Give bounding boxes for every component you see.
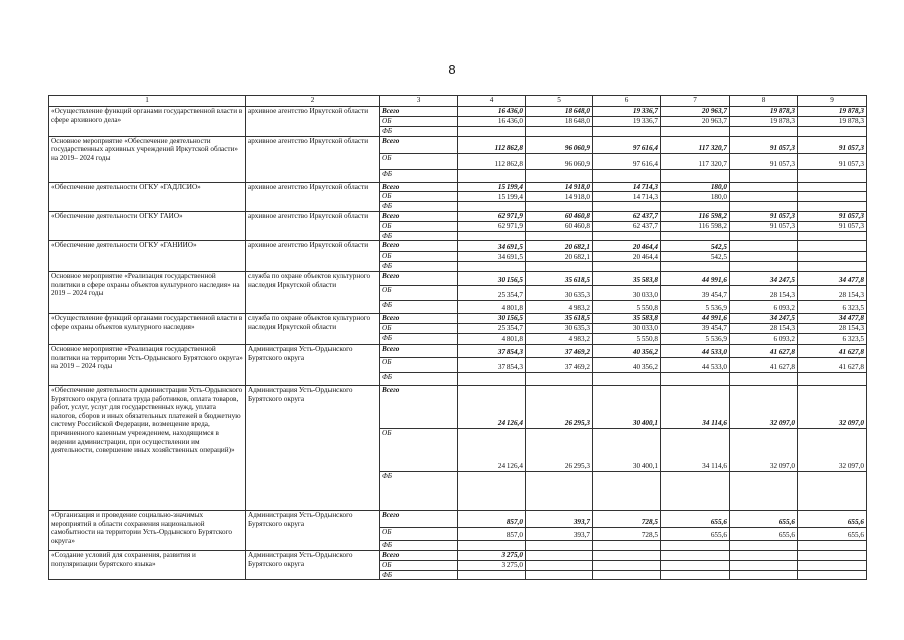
value-cell — [798, 550, 867, 560]
value-cell — [730, 262, 798, 272]
value-cell — [593, 231, 661, 241]
table-row — [49, 385, 867, 428]
value-cell: 91 057,3 — [730, 136, 798, 153]
header-cell: 5 — [526, 96, 593, 107]
header-cell: 4 — [458, 96, 526, 107]
value-cell — [798, 127, 867, 137]
value-cell: 62 971,9 — [458, 221, 526, 231]
funding-source-label: ОБ — [380, 323, 458, 333]
value-cell: 655,6 — [730, 510, 798, 527]
value-cell — [526, 560, 593, 570]
funding-source-label: ОБ — [380, 357, 458, 372]
value-cell: 26 295,3 — [526, 428, 593, 471]
value-cell: 112 862,8 — [458, 153, 526, 169]
value-cell — [661, 570, 730, 580]
table-row — [49, 550, 867, 560]
value-cell: 96 060,9 — [526, 136, 593, 153]
value-cell: 16 436,0 — [458, 107, 526, 117]
page-number: 8 — [448, 62, 456, 77]
value-cell: 14 918,0 — [526, 182, 593, 192]
value-cell: 34 247,5 — [730, 271, 798, 285]
executor-cell: Администрация Усть-Ордынского Бурятского округа — [246, 510, 380, 550]
value-cell: 91 057,3 — [730, 211, 798, 221]
value-cell: 44 991,6 — [661, 271, 730, 285]
value-cell: 117 320,7 — [661, 136, 730, 153]
value-cell: 19 336,7 — [593, 107, 661, 117]
value-cell — [458, 540, 526, 550]
value-cell: 60 460,8 — [526, 211, 593, 221]
funding-source-label: Всего — [380, 510, 458, 527]
table-row — [49, 271, 867, 285]
value-cell — [730, 192, 798, 202]
activity-name-cell: «Осуществление функций органами государственной власти в сфере архивного дела» — [49, 107, 246, 137]
funding-source-label: Всего — [380, 550, 458, 560]
value-cell: 44 533,0 — [661, 357, 730, 372]
value-cell: 542,5 — [661, 252, 730, 262]
value-cell — [661, 231, 730, 241]
value-cell — [526, 202, 593, 212]
value-cell: 96 060,9 — [526, 153, 593, 169]
value-cell — [526, 570, 593, 580]
value-cell — [526, 262, 593, 272]
header-cell: 7 — [661, 96, 730, 107]
value-cell — [458, 570, 526, 580]
value-cell: 6 323,5 — [798, 300, 867, 313]
value-cell: 30 033,0 — [593, 323, 661, 333]
value-cell: 6 093,2 — [730, 333, 798, 344]
value-cell — [661, 550, 730, 560]
value-cell: 5 536,9 — [661, 333, 730, 344]
header-cell: 9 — [798, 96, 867, 107]
value-cell: 116 598,2 — [661, 211, 730, 221]
funding-source-label: ФБ — [380, 262, 458, 272]
budget-table — [48, 95, 867, 580]
value-cell — [593, 169, 661, 182]
value-cell — [798, 252, 867, 262]
value-cell: 18 648,0 — [526, 117, 593, 127]
executor-cell: служба по охране объектов культурного наследия Иркутской области — [246, 313, 380, 344]
value-cell — [593, 540, 661, 550]
value-cell — [593, 202, 661, 212]
value-cell: 116 598,2 — [661, 221, 730, 231]
executor-cell: Администрация Усть-Ордынского Бурятского округа — [246, 550, 380, 579]
value-cell: 37 469,2 — [526, 344, 593, 357]
value-cell — [730, 252, 798, 262]
funding-source-label: ОБ — [380, 285, 458, 300]
value-cell: 91 057,3 — [798, 136, 867, 153]
executor-cell: архивное агентство Иркутской области — [246, 211, 380, 241]
value-cell: 37 469,2 — [526, 357, 593, 372]
value-cell: 4 983,2 — [526, 333, 593, 344]
value-cell: 37 854,3 — [458, 344, 526, 357]
executor-cell: Администрация Усть-Ордынского Бурятского округа — [246, 385, 380, 510]
value-cell: 35 618,5 — [526, 313, 593, 323]
value-cell: 97 616,4 — [593, 153, 661, 169]
value-cell: 19 878,3 — [730, 107, 798, 117]
value-cell — [458, 202, 526, 212]
value-cell: 112 862,8 — [458, 136, 526, 153]
table-row — [49, 313, 867, 323]
value-cell — [730, 127, 798, 137]
value-cell — [526, 550, 593, 560]
funding-source-label: ФБ — [380, 127, 458, 137]
value-cell — [458, 262, 526, 272]
value-cell — [798, 560, 867, 570]
table-row — [49, 136, 867, 153]
value-cell: 35 583,8 — [593, 313, 661, 323]
value-cell: 41 627,8 — [730, 357, 798, 372]
executor-cell: Администрация Усть-Ордынского Бурятского округа — [246, 344, 380, 385]
value-cell: 3 275,0 — [458, 560, 526, 570]
funding-source-label: ФБ — [380, 333, 458, 344]
value-cell — [458, 169, 526, 182]
value-cell: 26 295,3 — [526, 385, 593, 428]
value-cell: 655,6 — [798, 510, 867, 527]
funding-source-label: Всего — [380, 313, 458, 323]
funding-source-label: Всего — [380, 211, 458, 221]
funding-source-label: ОБ — [380, 252, 458, 262]
header-cell: 6 — [593, 96, 661, 107]
value-cell — [798, 372, 867, 385]
value-cell: 91 057,3 — [730, 221, 798, 231]
value-cell — [526, 231, 593, 241]
value-cell: 28 154,3 — [798, 285, 867, 300]
value-cell: 728,5 — [593, 527, 661, 540]
value-cell: 20 682,1 — [526, 252, 593, 262]
value-cell — [593, 372, 661, 385]
header-row — [49, 96, 867, 107]
funding-source-label: ФБ — [380, 169, 458, 182]
value-cell — [458, 127, 526, 137]
value-cell: 34 114,6 — [661, 385, 730, 428]
value-cell — [458, 231, 526, 241]
value-cell — [730, 471, 798, 510]
executor-cell: архивное агентство Иркутской области — [246, 241, 380, 272]
value-cell — [730, 560, 798, 570]
value-cell: 32 097,0 — [730, 385, 798, 428]
value-cell: 34 114,6 — [661, 428, 730, 471]
value-cell: 30 635,3 — [526, 285, 593, 300]
value-cell: 655,6 — [730, 527, 798, 540]
value-cell — [593, 127, 661, 137]
value-cell — [593, 262, 661, 272]
value-cell: 4 801,8 — [458, 300, 526, 313]
value-cell: 30 400,1 — [593, 385, 661, 428]
value-cell: 40 356,2 — [593, 344, 661, 357]
value-cell: 3 275,0 — [458, 550, 526, 560]
activity-name-cell: «Обеспечение деятельности ОГКУ «ГАНИИО» — [49, 241, 246, 272]
header-cell: 3 — [380, 96, 458, 107]
value-cell: 32 097,0 — [798, 428, 867, 471]
value-cell: 37 854,3 — [458, 357, 526, 372]
funding-source-label: Всего — [380, 107, 458, 117]
activity-name-cell: «Организация и проведение социально-значимых мероприятий в области сохранения национальной самобытности на территории Усть-Ордынского Бурятского округа» — [49, 510, 246, 550]
value-cell — [593, 570, 661, 580]
value-cell: 19 878,3 — [730, 117, 798, 127]
value-cell: 20 963,7 — [661, 107, 730, 117]
value-cell — [661, 372, 730, 385]
value-cell: 35 618,5 — [526, 271, 593, 285]
value-cell: 40 356,2 — [593, 357, 661, 372]
value-cell: 28 154,3 — [798, 323, 867, 333]
funding-source-label: Всего — [380, 241, 458, 252]
value-cell — [593, 550, 661, 560]
funding-source-label: Всего — [380, 136, 458, 153]
value-cell: 62 971,9 — [458, 211, 526, 221]
value-cell: 32 097,0 — [798, 385, 867, 428]
value-cell — [730, 550, 798, 560]
value-cell: 542,5 — [661, 241, 730, 252]
executor-cell: архивное агентство Иркутской области — [246, 136, 380, 182]
value-cell: 44 533,0 — [661, 344, 730, 357]
value-cell: 857,0 — [458, 527, 526, 540]
executor-cell: архивное агентство Иркутской области — [246, 182, 380, 211]
value-cell: 4 801,8 — [458, 333, 526, 344]
value-cell: 19 878,3 — [798, 117, 867, 127]
value-cell — [730, 169, 798, 182]
value-cell: 15 199,4 — [458, 192, 526, 202]
value-cell: 14 918,0 — [526, 192, 593, 202]
table-row — [49, 107, 867, 117]
value-cell: 62 437,7 — [593, 211, 661, 221]
value-cell — [526, 169, 593, 182]
value-cell: 35 583,8 — [593, 271, 661, 285]
header-cell: 8 — [730, 96, 798, 107]
value-cell: 28 154,3 — [730, 285, 798, 300]
value-cell: 91 057,3 — [798, 211, 867, 221]
funding-source-label: Всего — [380, 182, 458, 192]
value-cell: 60 460,8 — [526, 221, 593, 231]
value-cell: 34 477,8 — [798, 271, 867, 285]
value-cell: 91 057,3 — [798, 153, 867, 169]
funding-source-label: ОБ — [380, 221, 458, 231]
header-cell: 2 — [246, 96, 380, 107]
value-cell: 34 247,5 — [730, 313, 798, 323]
value-cell — [730, 540, 798, 550]
funding-source-label: ФБ — [380, 540, 458, 550]
value-cell: 30 156,5 — [458, 271, 526, 285]
value-cell: 655,6 — [661, 510, 730, 527]
funding-source-label: ОБ — [380, 527, 458, 540]
value-cell: 62 437,7 — [593, 221, 661, 231]
value-cell: 30 400,1 — [593, 428, 661, 471]
executor-cell: архивное агентство Иркутской области — [246, 107, 380, 137]
value-cell: 655,6 — [661, 527, 730, 540]
value-cell — [661, 540, 730, 550]
value-cell: 20 682,1 — [526, 241, 593, 252]
value-cell: 20 464,4 — [593, 241, 661, 252]
value-cell — [661, 262, 730, 272]
value-cell: 30 635,3 — [526, 323, 593, 333]
funding-source-label: ФБ — [380, 570, 458, 580]
value-cell: 5 550,8 — [593, 333, 661, 344]
value-cell — [798, 182, 867, 192]
value-cell — [526, 127, 593, 137]
value-cell — [730, 231, 798, 241]
value-cell — [730, 570, 798, 580]
activity-name-cell: «Обеспечение деятельности ОГКУ ГАИО» — [49, 211, 246, 241]
funding-source-label: ФБ — [380, 231, 458, 241]
value-cell: 91 057,3 — [798, 221, 867, 231]
value-cell — [661, 471, 730, 510]
value-cell — [661, 169, 730, 182]
value-cell — [458, 372, 526, 385]
activity-name-cell: «Обеспечение деятельности ОГКУ «ГАДЛСИО» — [49, 182, 246, 211]
funding-source-label: ФБ — [380, 471, 458, 510]
value-cell — [798, 262, 867, 272]
value-cell: 25 354,7 — [458, 323, 526, 333]
value-cell: 97 616,4 — [593, 136, 661, 153]
value-cell — [593, 560, 661, 570]
value-cell: 857,0 — [458, 510, 526, 527]
value-cell: 34 691,5 — [458, 252, 526, 262]
value-cell — [458, 471, 526, 510]
value-cell: 44 991,6 — [661, 313, 730, 323]
value-cell: 5 536,9 — [661, 300, 730, 313]
value-cell: 24 126,4 — [458, 385, 526, 428]
value-cell — [526, 372, 593, 385]
value-cell: 30 033,0 — [593, 285, 661, 300]
value-cell — [730, 202, 798, 212]
funding-source-label: ОБ — [380, 192, 458, 202]
value-cell — [798, 540, 867, 550]
value-cell — [730, 372, 798, 385]
value-cell: 19 336,7 — [593, 117, 661, 127]
value-cell — [730, 182, 798, 192]
value-cell — [798, 169, 867, 182]
table-row — [49, 241, 867, 252]
activity-name-cell: Основное мероприятие «Реализация государственной политики в сфере охраны объектов культурного наследия» на 2019 – 2024 годы — [49, 271, 246, 313]
value-cell — [798, 231, 867, 241]
funding-source-label: ФБ — [380, 202, 458, 212]
value-cell: 16 436,0 — [458, 117, 526, 127]
value-cell: 39 454,7 — [661, 285, 730, 300]
table-row — [49, 211, 867, 221]
funding-source-label: ФБ — [380, 372, 458, 385]
executor-cell: служба по охране объектов культурного наследия Иркутской области — [246, 271, 380, 313]
value-cell: 393,7 — [526, 510, 593, 527]
value-cell — [798, 570, 867, 580]
value-cell: 18 648,0 — [526, 107, 593, 117]
value-cell: 24 126,4 — [458, 428, 526, 471]
value-cell — [661, 560, 730, 570]
value-cell — [526, 540, 593, 550]
value-cell: 28 154,3 — [730, 323, 798, 333]
value-cell: 14 714,3 — [593, 192, 661, 202]
value-cell — [798, 241, 867, 252]
value-cell: 6 323,5 — [798, 333, 867, 344]
activity-name-cell: Основное мероприятие «Обеспечение деятельности государственных архивных учреждений Иркутской области» на 2019– 2024 годы — [49, 136, 246, 182]
value-cell: 6 093,2 — [730, 300, 798, 313]
value-cell: 5 550,8 — [593, 300, 661, 313]
value-cell — [798, 471, 867, 510]
value-cell: 34 477,8 — [798, 313, 867, 323]
funding-source-label: Всего — [380, 385, 458, 428]
value-cell — [661, 127, 730, 137]
table-row — [49, 344, 867, 357]
value-cell: 20 464,4 — [593, 252, 661, 262]
table-row — [49, 510, 867, 527]
activity-name-cell: «Обеспечение деятельности администрации Усть-Ордынского Бурятского округа (оплата труда работников, оплата товаров, работ, услуг, услуг для государственных нужд, уплата налогов, сборов и иных обязательных платежей в бюджетную систему Российской Федерации, возмещение вреда, причиненного казенным учреждением, находящимся в ведении администрации, при осуществлении им деятельности, совершение иных хозяйственных операций)» — [49, 385, 246, 510]
funding-source-label: ОБ — [380, 428, 458, 471]
value-cell: 30 156,5 — [458, 313, 526, 323]
value-cell: 117 320,7 — [661, 153, 730, 169]
value-cell: 41 627,8 — [798, 344, 867, 357]
value-cell: 25 354,7 — [458, 285, 526, 300]
table-row — [49, 182, 867, 192]
funding-source-label: ФБ — [380, 300, 458, 313]
value-cell: 34 691,5 — [458, 241, 526, 252]
value-cell: 655,6 — [798, 527, 867, 540]
value-cell: 15 199,4 — [458, 182, 526, 192]
value-cell — [730, 241, 798, 252]
value-cell: 32 097,0 — [730, 428, 798, 471]
activity-name-cell: «Создание условий для сохранения, развития и популяризации бурятского языка» — [49, 550, 246, 579]
value-cell: 393,7 — [526, 527, 593, 540]
value-cell: 39 454,7 — [661, 323, 730, 333]
value-cell: 19 878,3 — [798, 107, 867, 117]
activity-name-cell: Основное мероприятие «Реализация государственной политики на территории Усть-Ордынского Бурятского округа» на 2019 – 2024 годы — [49, 344, 246, 385]
value-cell — [593, 471, 661, 510]
value-cell: 4 983,2 — [526, 300, 593, 313]
funding-source-label: Всего — [380, 271, 458, 285]
funding-source-label: ОБ — [380, 117, 458, 127]
value-cell: 20 963,7 — [661, 117, 730, 127]
value-cell: 91 057,3 — [730, 153, 798, 169]
value-cell — [661, 202, 730, 212]
value-cell: 180,0 — [661, 182, 730, 192]
funding-source-label: ОБ — [380, 153, 458, 169]
value-cell — [798, 202, 867, 212]
value-cell — [798, 192, 867, 202]
value-cell: 728,5 — [593, 510, 661, 527]
activity-name-cell: «Осуществление функций органами государственной власти в сфере охраны объектов культурного наследия» — [49, 313, 246, 344]
value-cell: 41 627,8 — [730, 344, 798, 357]
funding-source-label: Всего — [380, 344, 458, 357]
value-cell: 14 714,3 — [593, 182, 661, 192]
funding-source-label: ОБ — [380, 560, 458, 570]
value-cell: 41 627,8 — [798, 357, 867, 372]
value-cell — [526, 471, 593, 510]
value-cell: 180,0 — [661, 192, 730, 202]
header-cell: 1 — [49, 96, 246, 107]
